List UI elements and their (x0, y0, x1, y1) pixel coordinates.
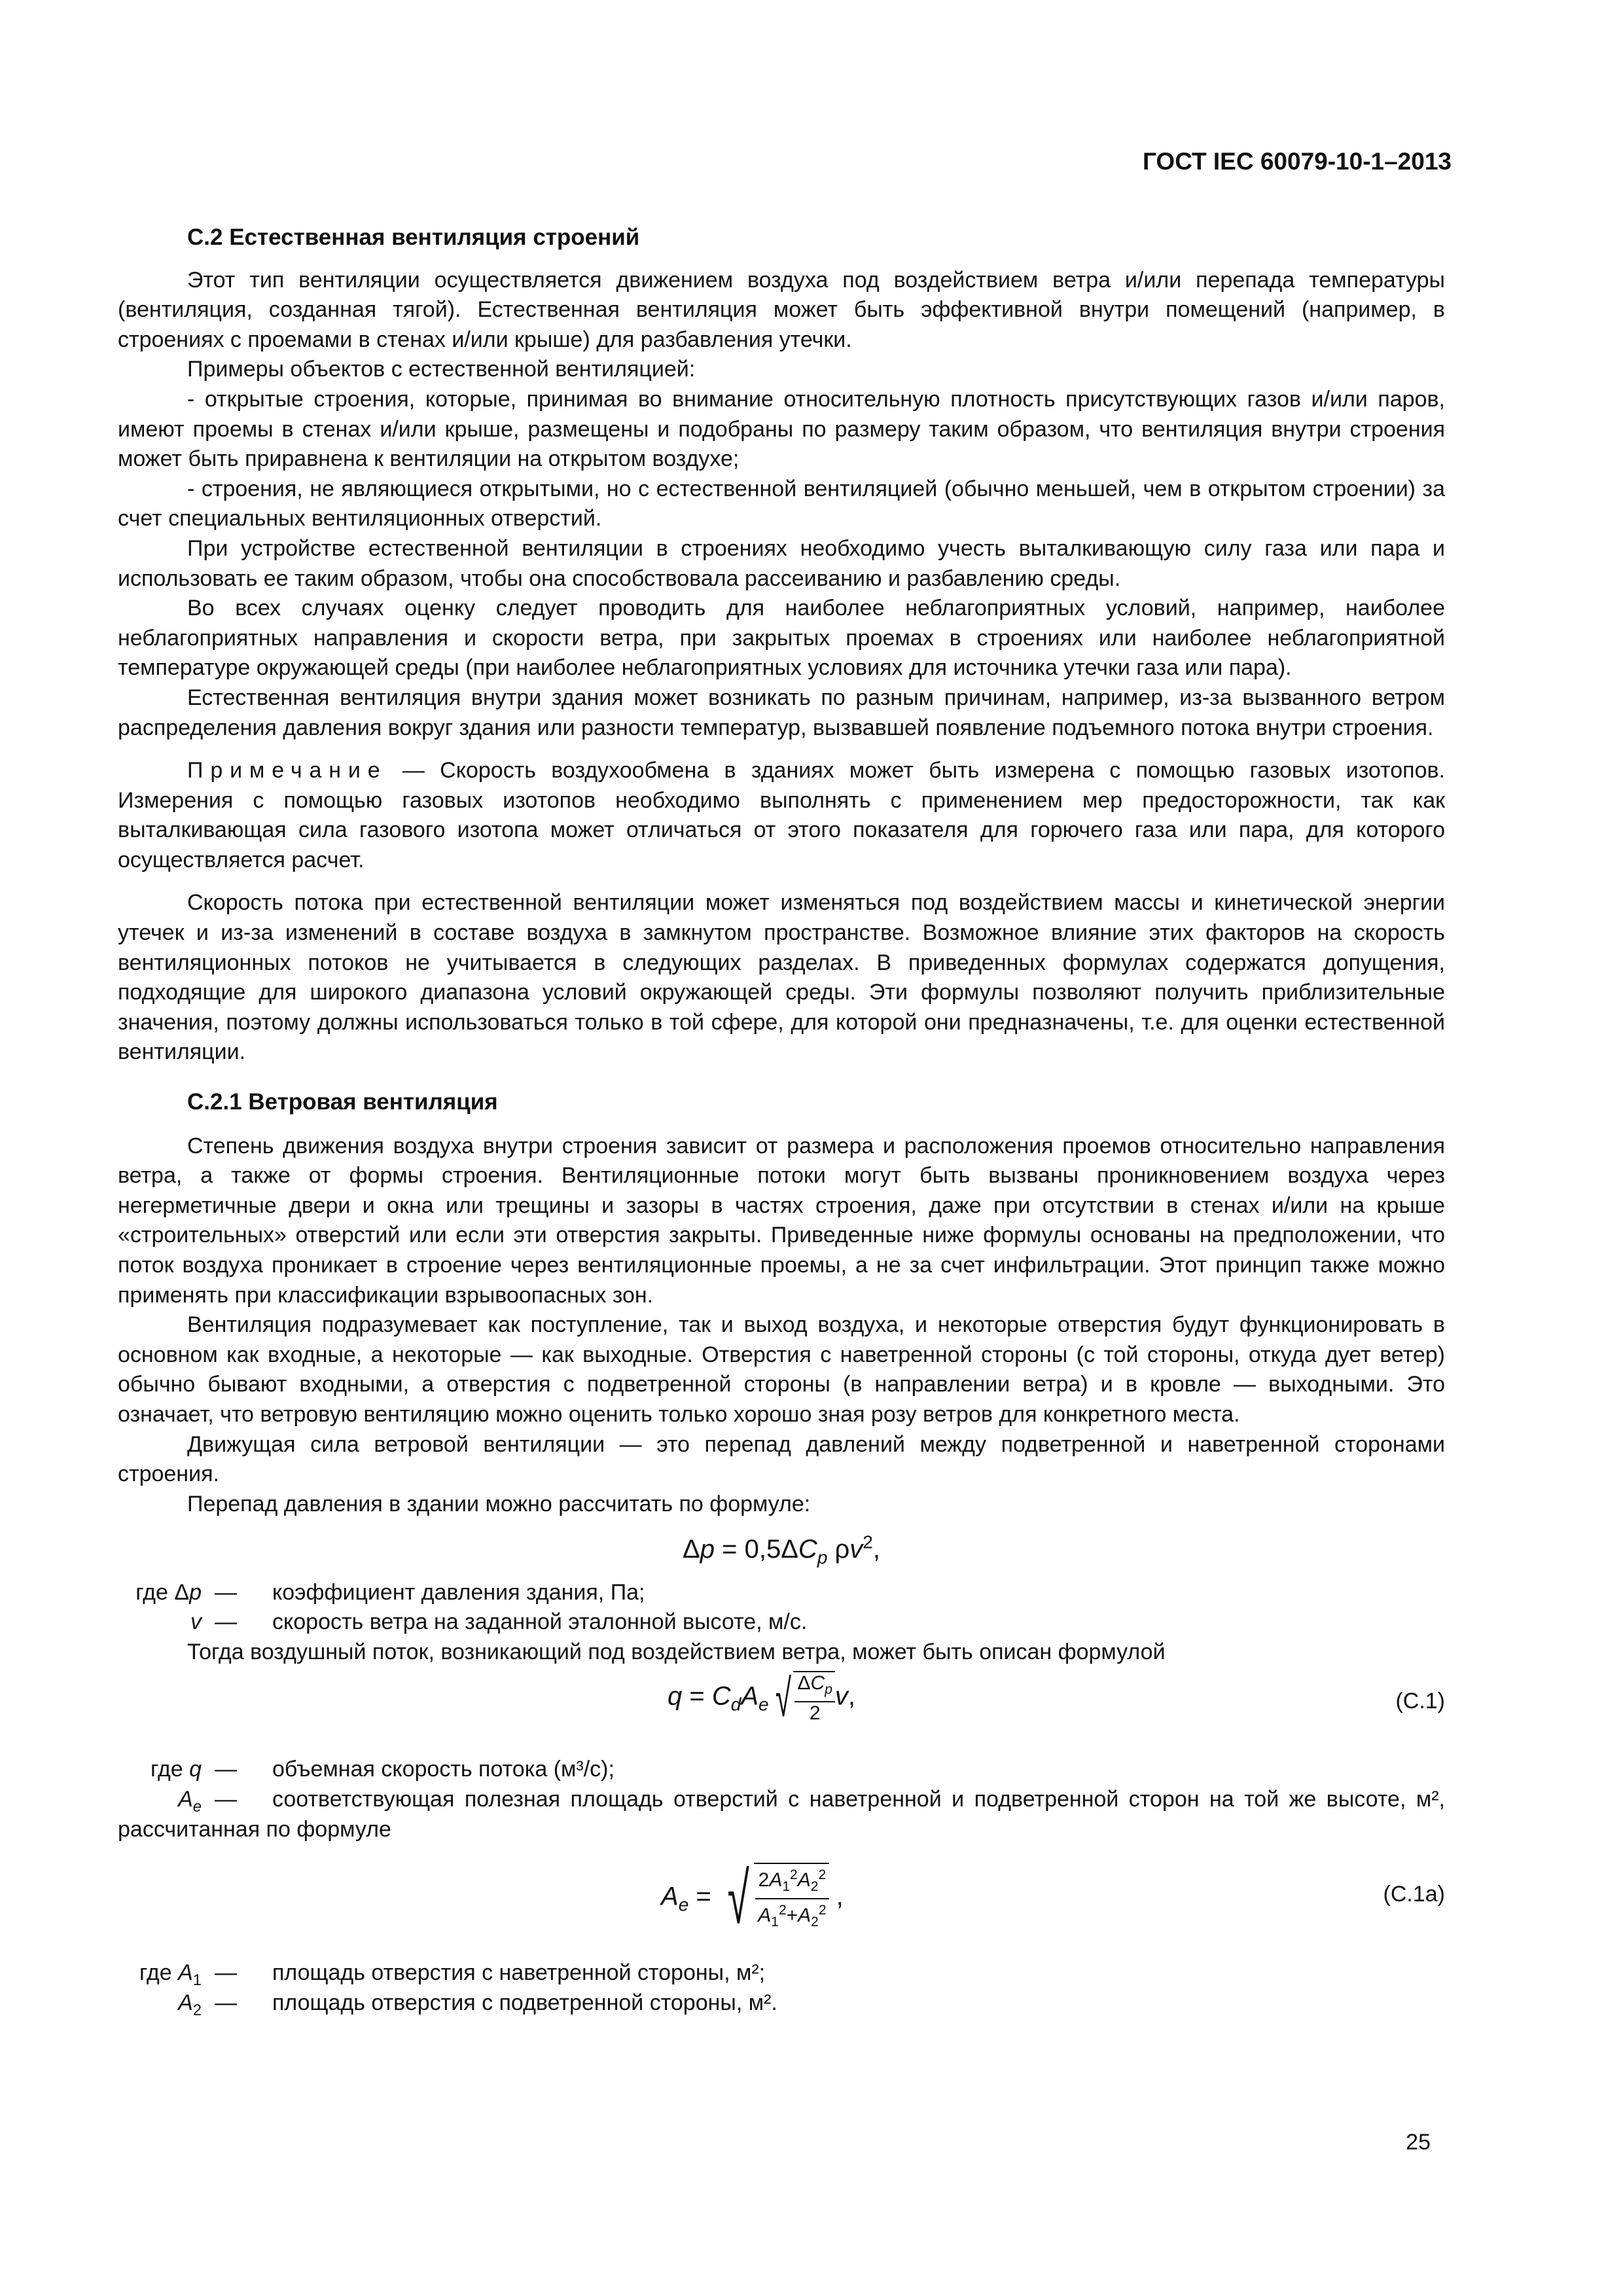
definition-text: объемная скорость потока (м³/с); (272, 1757, 615, 1782)
page-content (118, 223, 1445, 2018)
formula-c1a (118, 1856, 1445, 1954)
note-text: — Скорость воздухообмена в зданиях может быть измерена с помощью газовых изотопов. Измерения с помощью газовых изотопов необходимо выполнять с применением мер предосторожности, так как выталкивающая сила газового изотопа может отличаться от этого показателя для горючего газа или пара, для которого осуществляется расчет. (118, 758, 1445, 872)
formula-number: (С.1) (1395, 1689, 1445, 1714)
paragraph: Движущая сила ветровой вентиляции — это перепад давлений между подветренной и наветренной сторонами строения. (118, 1431, 1445, 1487)
list-item: - открытые строения, которые, принимая во внимание относительную плотность присутствующих газов и/или паров, имеют проемы в стенах и/или крыше, размещены и подобраны по размеру таким образом, что вентиляция внутри строения может быть приравнена к вентиляции на открытом воздухе; (118, 386, 1445, 472)
definition-item: $A_2$ — площадь отверстия с подветренной стороны, м². (178, 1990, 777, 2019)
definition-item: где $A_1$ — площадь отверстия с наветренной стороны, м²; (139, 1960, 766, 1990)
section-title-c21: С.2.1 Ветровая вентиляция (187, 1089, 498, 1115)
formula-pressure-difference: $\Delta p = 0,5\Delta C_p$ $\rho v^2$, (683, 1532, 880, 1568)
list-item: - строения, не являющиеся открытыми, но с естественной вентиляцией (обычно меньшей, чем в открытом строении) за счет специальных вентиляционных отверстий. (118, 476, 1445, 531)
definition-text: коэффициент давления здания, Па; (272, 1579, 645, 1605)
paragraph: Естественная вентиляция внутри здания может возникать по разным причинам, например, из-за вызванного ветром распределения давления вокруг здания или разности температур, вызвавшей появление подъемного потока внутри строения. (118, 685, 1445, 740)
paragraph: При устройстве естественной вентиляции в строениях необходимо учесть выталкивающую силу газа или пара и использовать ее таким образом, чтобы она способствовала рассеиванию и разбавлению среды. (118, 535, 1445, 591)
definition-text: скорость ветра на заданной эталонной высоте, м/с. (272, 1609, 808, 1635)
definition-item: v — скорость ветра на заданной эталонной высоте, м/с. (190, 1609, 808, 1635)
standard-header: ГОСТ IEC 60079-10-1–2013 (1142, 148, 1452, 175)
page-number: 25 (1406, 2130, 1431, 2155)
definition-text: площадь отверстия с наветренной стороны, м²; (272, 1960, 766, 1986)
definitions-2 (118, 1755, 1445, 1844)
definitions-1 (118, 1578, 1445, 1638)
definition-item: $A_e$ — соответствующая полезная площадь отверстий с наветренной и подветренной сторон на той же высоте, м², рассчитанная по формуле (118, 1787, 1445, 1842)
formula-number: (С.1а) (1383, 1882, 1445, 1907)
paragraph: Этот тип вентиляции осуществляется движением воздуха под воздействием ветра и/или перепада температуры (вентиляция, созданная тягой). Естественная вентиляция может быть эффективной внутри помещений (например, в строениях с проемами в стенах и/или крыше) для разбавления утечки. (118, 267, 1445, 352)
paragraph: Во всех случаях оценку следует проводить для наиболее неблагоприятных условий, например, наиболее неблагоприятных направления и скорости ветра, при закрытых проемах в строениях или наиболее неблагоприятной температуре окружающей среды (при наиболее неблагоприятных условиях для источника утечки газа или пара). (118, 596, 1445, 681)
note-label: Примечание (187, 758, 387, 783)
definition-item: где Δp — коэффициент давления здания, Па; (135, 1579, 645, 1605)
paragraph: Скорость потока при естественной вентиляции может изменяться под воздействием массы и кинетической энергии утечек и из-за изменений в составе воздуха в замкнутом пространстве. Возможное влияние этих факторов на скорость вентиляционных потоков не учитывается в следующих разделах. В приведенных формулах содержатся допущения, подходящие для широкого диапазона условий окружающей среды. Эти формулы позволяют получить приблизительные значения, поэтому должны использоваться только в той сфере, для которой они предназначены, т.е. для оценки естественной вентиляции. (118, 890, 1445, 1065)
definition-text: площадь отверстия с подветренной стороны, м². (272, 1990, 777, 2015)
formula-c1 (118, 1671, 1445, 1751)
definition-text: соответствующая полезная площадь отверстий с наветренной и подветренной сторон на той же высоте, м², рассчитанная по формуле (118, 1787, 1445, 1842)
definition-item: где q — объемная скорость потока (м³/с); (151, 1757, 615, 1782)
definitions-3 (118, 1958, 1445, 2018)
paragraph: Тогда воздушный поток, возникающий под воздействием ветра, может быть описан формулой (187, 1639, 1166, 1664)
paragraph: Степень движения воздуха внутри строения зависит от размера и расположения проемов относительно направления ветра, а также от формы строения. Вентиляционные потоки могут быть вызваны проникновением воздуха через негерметичные двери и окна или трещины и зазоры в частях строения, даже при отсутствии в стенах и/или на крыше «строительных» отверстий или если эти отверстия закрыты. Приведенные ниже формулы основаны на предположении, что поток воздуха проникает в строение через вентиляционные проемы, а не за счет инфильтрации. Этот принцип также можно применять при классификации взрывоопасных зон. (118, 1133, 1445, 1308)
paragraph: Примеры объектов с естественной вентиляцией: (187, 357, 696, 382)
formula-c1-expression: $q = C_dA_e$ √ $\frac{\Delta C_p}{2}$ v, (668, 1669, 856, 1728)
paragraph: Перепад давления в здании можно рассчитать по формуле: (187, 1491, 811, 1516)
formula-c1a-expression: $A_e$ = √ $\frac{2A_1^2A_2^2}{A_1^2+A_2^2}$ , (661, 1858, 844, 1939)
note-paragraph (118, 756, 1445, 875)
paragraph: Вентиляция подразумевает как поступление, так и выход воздуха, и некоторые отверстия будут функционировать в основном как входные, а некоторые — как выходные. Отверстия с наветренной стороны (с той стороны, откуда дует ветер) обычно бывают входными, а отверстия с подветренной стороны (в направлении ветра) и в кровле — выходными. Это означает, что ветровую вентиляцию можно оценить только хорошо зная розу ветров для конкретного места. (118, 1312, 1445, 1427)
section-title-c2: С.2 Естественная вентиляция строений (187, 224, 640, 250)
